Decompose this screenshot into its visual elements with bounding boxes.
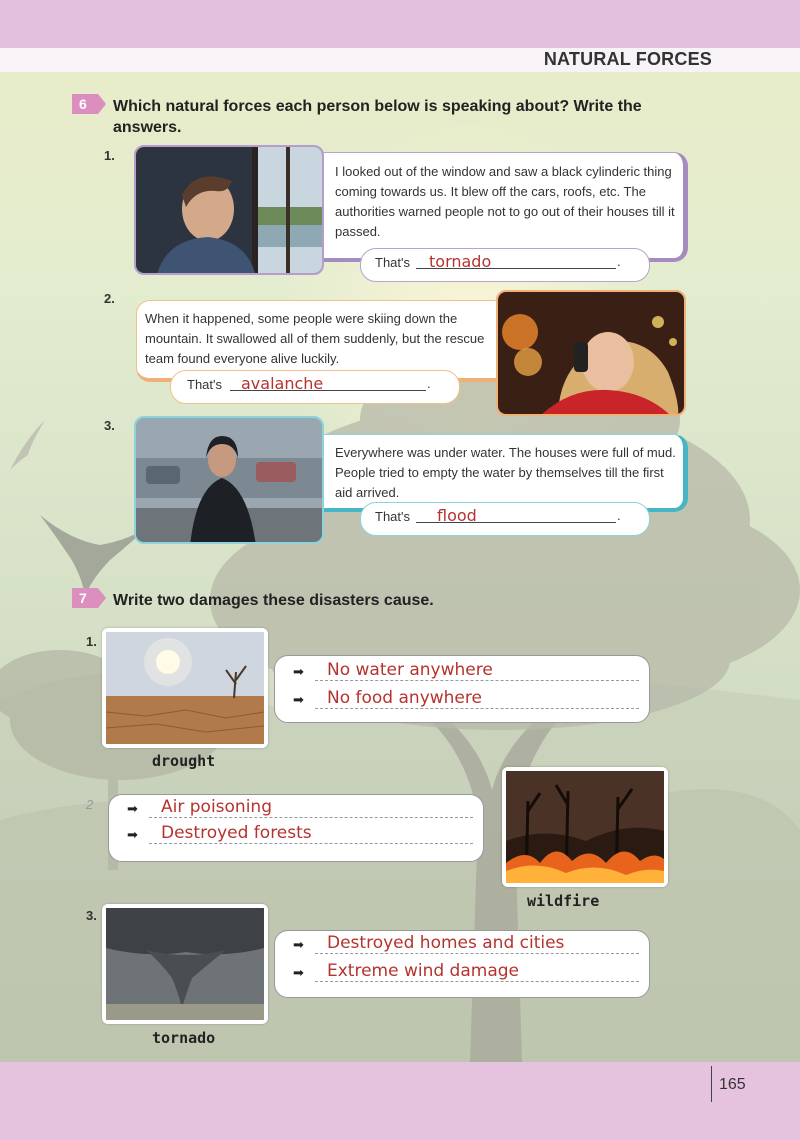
- ex6-item-1-answer: tornado: [429, 252, 492, 271]
- arrow-icon: ➡: [127, 801, 138, 816]
- ex7-item-1-photo-frame: [102, 628, 268, 748]
- ex6-item-1-speech-bubble: [310, 152, 688, 262]
- answer-line: [315, 680, 639, 681]
- ex6-item-2-answer-box: [170, 370, 460, 404]
- ex7-item-3-number: 3.: [86, 908, 97, 923]
- ex6-item-2-prefix: That's: [187, 377, 222, 392]
- ex7-item-2-answer-1: Air poisoning: [161, 797, 272, 817]
- arrow-icon: ➡: [293, 937, 304, 952]
- ex7-item-1-answer-row-1: [275, 660, 649, 684]
- header-band: [0, 48, 800, 72]
- ex6-item-3-prefix: That's: [375, 509, 410, 524]
- ex7-item-3-answer-2: Extreme wind damage: [327, 961, 519, 981]
- ex7-item-2-photo-wildfire: [506, 771, 664, 883]
- ex6-item-1-number: 1.: [104, 148, 115, 163]
- top-color-band: [0, 0, 800, 48]
- answer-line: [315, 981, 639, 982]
- ex7-item-2-answer-row-2: [109, 823, 483, 847]
- arrow-icon: ➡: [127, 827, 138, 842]
- ex6-item-2-answer: avalanche: [241, 374, 324, 393]
- ex7-item-3-answer-row-2: [275, 961, 649, 985]
- exercise-6-number: 6: [79, 96, 87, 112]
- ex6-item-3-answer-box: [360, 502, 650, 536]
- ex6-item-1-photo-man-at-window: [134, 145, 324, 275]
- exercise-7-instruction: Write two damages these disasters cause.: [113, 592, 434, 609]
- ex6-item-1-prefix: That's: [375, 255, 410, 270]
- ex7-item-3-answer-box: [274, 930, 650, 998]
- ex7-item-2-answer-row-1: [109, 797, 483, 821]
- ex6-item-1-answer-box: [360, 248, 650, 282]
- ex7-item-3-answer-row-1: [275, 933, 649, 957]
- ex7-item-1-photo-drought: [106, 632, 264, 744]
- ex7-item-3-photo-tornado: [106, 908, 264, 1020]
- exercise-6-number-wrap: [72, 94, 106, 114]
- ex6-item-2-text: When it happened, some people were skiing down the mountain. It swallowed all of them suddenly, but the rescue team found everyone alive luckily.: [145, 311, 485, 366]
- ex7-item-2-caption: wildfire: [527, 892, 600, 910]
- ex7-item-2-number: 2: [86, 797, 94, 812]
- answer-line: [149, 843, 473, 844]
- ex7-item-1-answer-2: No food anywhere: [327, 688, 482, 708]
- answer-line: [315, 953, 639, 954]
- ex7-item-2-answer-2: Destroyed forests: [161, 823, 312, 843]
- ex6-item-3-number: 3.: [104, 418, 115, 433]
- ex7-item-1-answer-box: [274, 655, 650, 723]
- ex6-item-2-photo-woman-on-phone: [496, 290, 686, 416]
- ex6-item-3-speech-bubble: [310, 434, 688, 512]
- ex7-item-1-number: 1.: [86, 634, 97, 649]
- ex7-item-2-photo-frame: [502, 767, 668, 887]
- ex6-item-1-period: .: [617, 254, 621, 269]
- page-title: NATURAL FORCES: [543, 49, 712, 69]
- ex7-item-3-answer-1: Destroyed homes and cities: [327, 933, 565, 953]
- ex6-item-3-period: .: [617, 508, 621, 523]
- exercise-6-instruction: Which natural forces each person below is speaking about? Write the answers.: [113, 98, 642, 136]
- ex6-item-3-photo-man-in-rain: [134, 416, 324, 544]
- ex7-item-1-answer-1: No water anywhere: [327, 660, 493, 680]
- page-number: 165: [711, 1066, 746, 1102]
- answer-line: [315, 708, 639, 709]
- ex7-item-3-photo-frame: [102, 904, 268, 1024]
- ex6-item-3-answer: flood: [437, 506, 477, 525]
- arrow-icon: ➡: [293, 965, 304, 980]
- arrow-icon: ➡: [293, 692, 304, 707]
- ex7-item-2-answer-box: [108, 794, 484, 862]
- arrow-icon: ➡: [293, 664, 304, 679]
- ex7-item-1-answer-row-2: [275, 688, 649, 712]
- ex7-item-3-caption: tornado: [152, 1029, 216, 1047]
- bottom-color-band: [0, 1062, 800, 1140]
- ex6-item-2-number: 2.: [104, 291, 115, 306]
- ex6-item-2-period: .: [427, 376, 431, 391]
- ex6-item-3-text: Everywhere was under water. The houses were full of mud. People tried to empty the water by themselves till the first aid arrived.: [335, 445, 676, 500]
- ex7-item-1-caption: drought: [152, 752, 216, 770]
- ex6-item-1-text: I looked out of the window and saw a black cylinderic thing coming towards us. It blew off the cars, roofs, etc. The authorities warned people not to go out of their houses till it passed.: [335, 164, 675, 239]
- answer-line: [149, 817, 473, 818]
- exercise-7-number-wrap: [72, 588, 106, 608]
- exercise-7-number: 7: [79, 590, 87, 606]
